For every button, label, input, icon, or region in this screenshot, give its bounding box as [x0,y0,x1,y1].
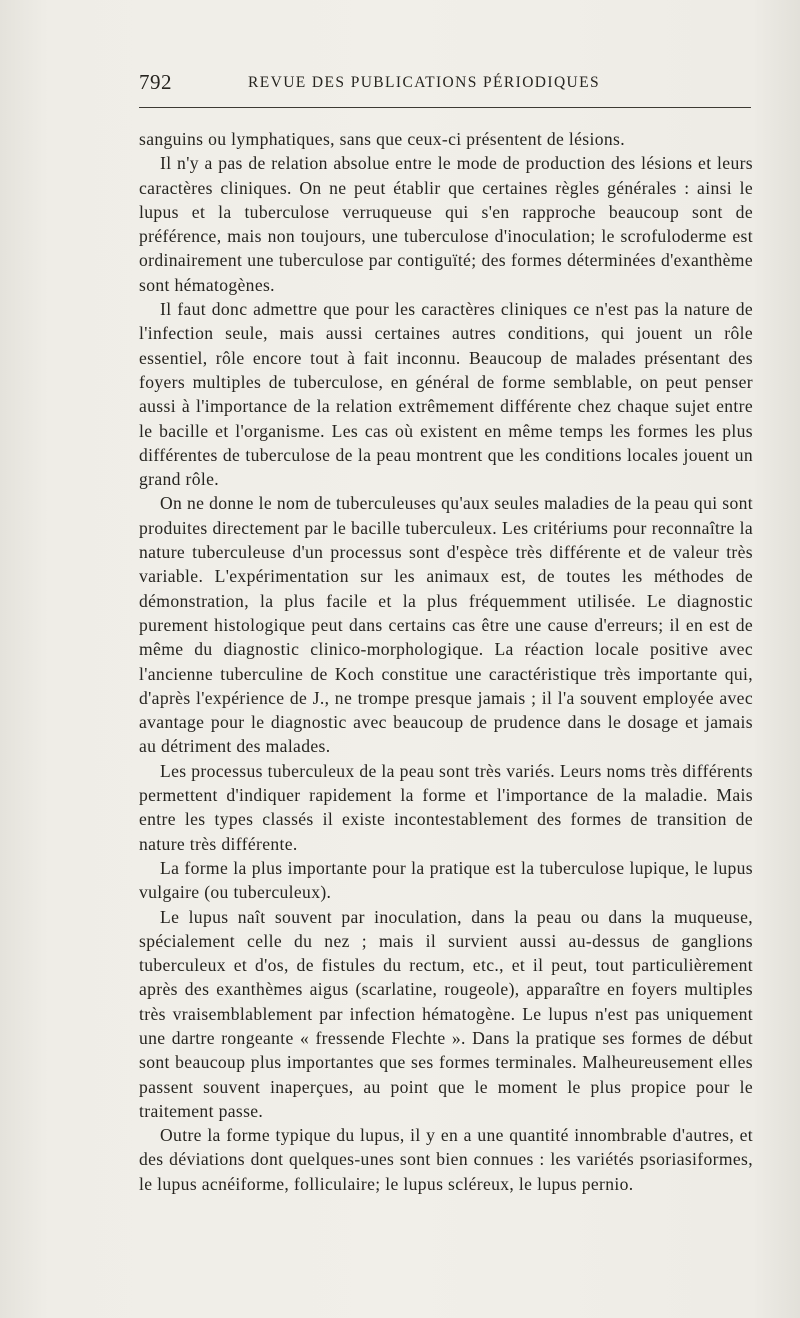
body-text [139,127,753,1196]
paragraph: Il faut donc admettre que pour les caractères cliniques ce n'est pas la nature de l'infection seule, mais aussi certaines autres conditions, qui jouent un rôle essentiel, rôle encore tout à fait inconnu. Beaucoup de malades présentant des foyers multiples de tuberculose, en général de forme semblable, on peut penser aussi à l'importance de la relation extrêmement différente chez chaque sujet entre le bacille et l'organisme. Les cas où existent en même temps les formes les plus différentes de tuberculose de la peau montrent que les conditions locales jouent un grand rôle. [139,299,753,490]
paragraph: Le lupus naît souvent par inoculation, dans la peau ou dans la muqueuse, spécialement celle du nez ; mais il survient aussi au-dessus de ganglions tuberculeux et d'os, de fistules du rectum, etc., et il peut, tout particulièrement après des exanthèmes aigus (scarlatine, rougeole), apparaître en foyers multiples très vraisemblablement par infection hématogène. Le lupus n'est pas uniquement une dartre rongeante « fressende Flechte ». Dans la pratique ses formes de début sont beaucoup plus importantes que ses formes terminales. Malheureusement elles passent souvent inaperçues, au point que le moment le plus propice pour le traitement passe. [139,906,753,1121]
paragraph-continuation: sanguins ou lymphatiques, sans que ceux-ci présentent de lésions. [139,129,625,149]
header-rule [139,107,751,108]
page-header [139,70,751,104]
page-number: 792 [139,70,172,94]
paragraph: La forme la plus importante pour la pratique est la tuberculose lupique, le lupus vulgaire (ou tuberculeux). [139,857,753,903]
paragraph: Il n'y a pas de relation absolue entre le mode de production des lésions et leurs caractères cliniques. On ne peut établir que certaines règles générales : ainsi le lupus et la tuberculose verruqueuse qui s'en rapproche beaucoup sont de préférence, mais non toujours, une tuberculose d'inoculation; le scrofuloderme est ordinairement une tuberculose par contiguïté; des formes déterminées d'exanthème sont hématogènes. [139,153,753,295]
paragraph: Les processus tuberculeux de la peau sont très variés. Leurs noms très différents permettent d'indiquer rapidement la forme et l'importance de la maladie. Mais entre les types classés il existe incontestablement des formes de transition de nature très différente. [139,760,753,854]
paragraph: On ne donne le nom de tuberculeuses qu'aux seules maladies de la peau qui sont produites directement par le bacille tuberculeux. Les critériums pour reconnaître la nature tuberculeuse d'un processus sont d'espèce très différente et de valeur très variable. L'expérimentation sur les animaux est, de toutes les méthodes de démonstration, la plus facile et la plus fréquemment utilisée. Le diagnostic purement histologique peut dans certains cas être une cause d'erreurs; il en est de même du diagnostic clinico-morphologique. La réaction locale positive avec l'ancienne tuberculine de Koch constitue une caractéristique très importante qui, d'après l'expérience de J., ne trompe presque jamais ; il l'a souvent employée avec avantage pour le diagnostic avec beaucoup de prudence dans le dosage et jamais au détriment des malades. [139,493,753,757]
paragraph: Outre la forme typique du lupus, il y en a une quantité innombrable d'autres, et des déviations dont quelques-unes sont bien connues : les variétés psoriasiformes, le lupus acnéiforme, folliculaire; le lupus scléreux, le lupus pernio. [139,1125,753,1194]
running-title: REVUE DES PUBLICATIONS PÉRIODIQUES [248,74,601,91]
